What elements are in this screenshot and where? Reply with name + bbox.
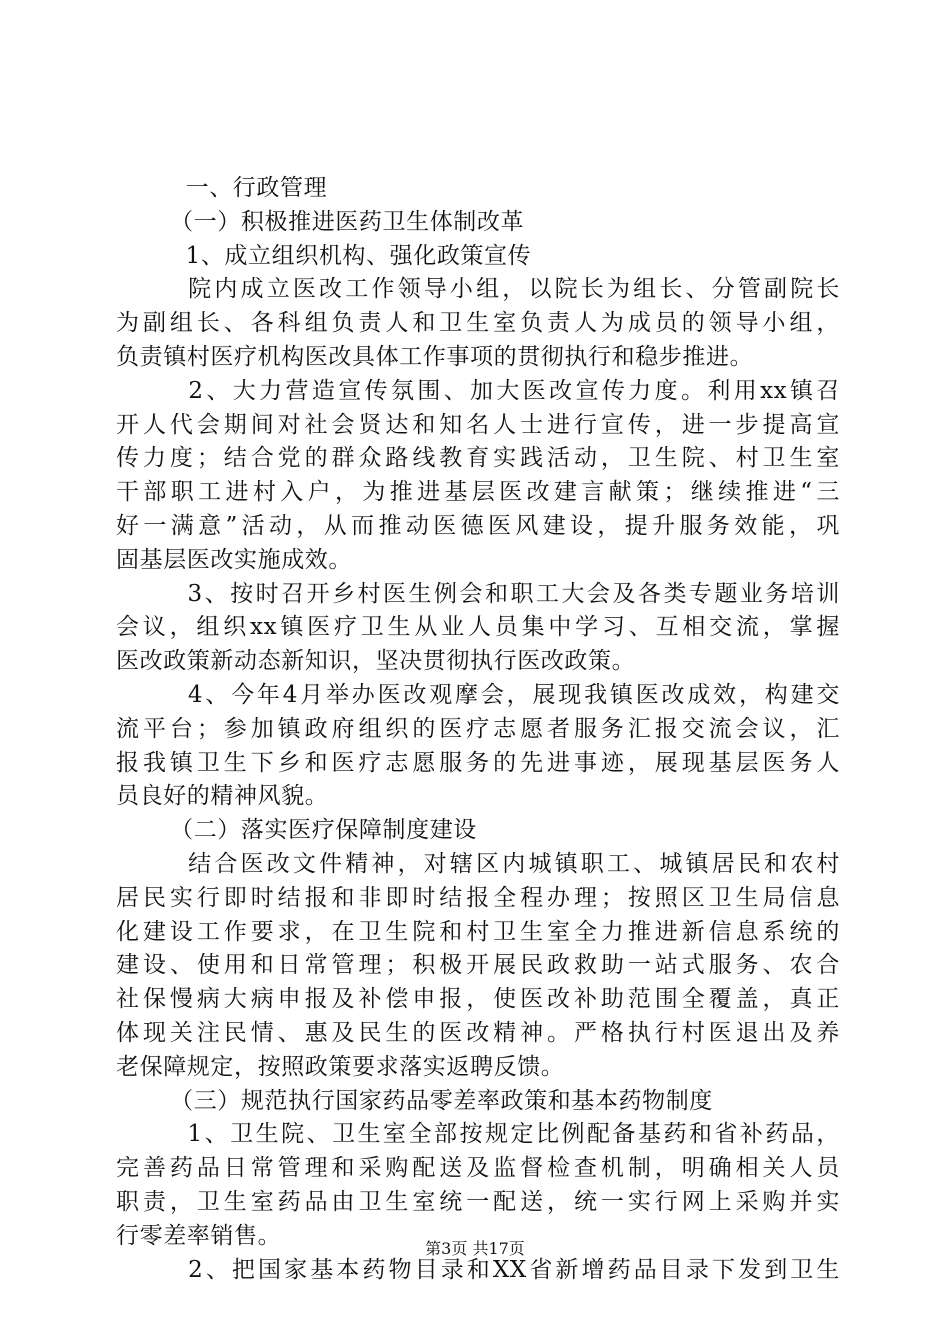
paragraph-line: 院内成立医改工作领导小组，以院长为组长、分管副院长 xyxy=(162,276,840,303)
paragraph-line: 体现关注民情、惠及民生的医改精神。严格执行村医退出及养 xyxy=(116,1019,840,1046)
paragraph-line: 社保慢病大病申报及补偿申报，使医改补助范围全覆盖，真正 xyxy=(116,986,840,1013)
item-heading: 1、成立组织机构、强化政策宣传 xyxy=(162,242,532,269)
subsection-heading: （三）规范执行国家药品零差率政策和基本药物制度 xyxy=(158,1087,713,1114)
paragraph-line: 1、卫生院、卫生室全部按规定比例配备基药和省补药品， xyxy=(162,1121,840,1148)
document-body xyxy=(116,172,840,1287)
paragraph-line: 干部职工进村入户，为推进基层医改建言献策；继续推进“三 xyxy=(116,479,840,506)
paragraph-line: 为副组长、各科组负责人和卫生室负责人为成员的领导小组， xyxy=(116,310,840,337)
paragraph-line: 流平台；参加镇政府组织的医疗志愿者服务汇报交流会议，汇 xyxy=(116,715,840,742)
paragraph-line: 2、把国家基本药物目录和XX省新增药品目录下发到卫生 xyxy=(162,1256,840,1283)
paragraph-line: 开人代会期间对社会贤达和知名人士进行宣传，进一步提高宣 xyxy=(116,411,840,438)
paragraph-line: 建设、使用和日常管理；积极开展民政救助一站式服务、农合 xyxy=(116,952,840,979)
paragraph-line: 2、大力营造宣传氛围、加大医改宣传力度。利用xx镇召 xyxy=(162,377,840,404)
paragraph-line: 化建设工作要求，在卫生院和村卫生室全力推进新信息系统的 xyxy=(116,918,840,945)
paragraph-line: 行零差率销售。 xyxy=(116,1222,282,1249)
paragraph-line: 医改政策新动态新知识，坚决贯彻执行医改政策。 xyxy=(116,648,636,675)
paragraph-line: 结合医改文件精神，对辖区内城镇职工、城镇居民和农村 xyxy=(162,850,840,877)
paragraph-line: 员良好的精神风貌。 xyxy=(116,783,329,810)
paragraph-line: 会议，组织xx镇医疗卫生从业人员集中学习、互相交流，掌握 xyxy=(116,614,840,641)
paragraph-line: 传力度；结合党的群众路线教育实践活动，卫生院、村卫生室 xyxy=(116,445,840,472)
paragraph-line: 职责，卫生室药品由卫生室统一配送，统一实行网上采购并实 xyxy=(116,1188,840,1215)
paragraph-line: 老保障规定，按照政策要求落实返聘反馈。 xyxy=(116,1053,565,1080)
paragraph-line: 4、今年4月举办医改观摩会，展现我镇医改成效，构建交 xyxy=(162,681,840,708)
paragraph-line: 完善药品日常管理和采购配送及监督检查机制，明确相关人员 xyxy=(116,1155,840,1182)
paragraph-line: 负责镇村医疗机构医改具体工作事项的贯彻执行和稳步推进。 xyxy=(116,343,754,370)
paragraph-line: 好一满意”活动，从而推动医德医风建设，提升服务效能，巩 xyxy=(116,512,840,539)
paragraph-line: 报我镇卫生下乡和医疗志愿服务的先进事迹，展现基层医务人 xyxy=(116,749,840,776)
paragraph-line: 3、按时召开乡村医生例会和职工大会及各类专题业务培训 xyxy=(162,580,840,607)
subsection-heading: （一）积极推进医药卫生体制改革 xyxy=(158,208,525,235)
section-heading: 一、行政管理 xyxy=(162,175,328,201)
paragraph-line: 居民实行即时结报和非即时结报全程办理；按照区卫生局信息 xyxy=(116,884,840,911)
subsection-heading: （二）落实医疗保障制度建设 xyxy=(158,817,477,844)
paragraph-line: 固基层医改实施成效。 xyxy=(116,546,352,573)
page-number-footer: 第3页 共17页 xyxy=(425,1239,525,1258)
